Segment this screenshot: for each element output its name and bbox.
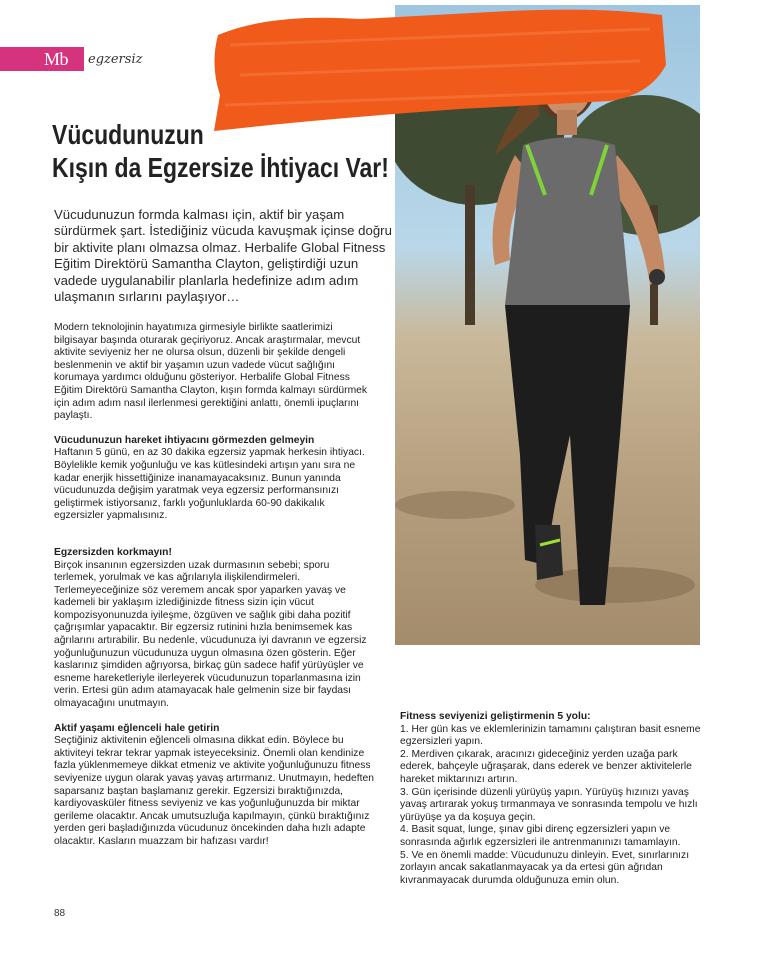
tip-item-4: 4. Basit squat, lunge, şınav gibi direnç egzersizleri yapın ve sonrasında ağırlık egzersizleri ile antrenmanınızı tamamlayın.	[400, 824, 681, 848]
tip-item-3: 3. Gün içerisinde düzenli yürüyüş yapın. Yürüyüş hızınızı yavaş yavaş artırarak yokuş tırmanmaya ve sonrasında tempolu ve hızlı yürüyüşe ya da koşuya geçin.	[400, 786, 698, 823]
section-2-body: Birçok insanının egzersizden uzak durmasının sebebi; sporu terlemek, yorulmak ve kas ağrılarıyla ilişkilendirmeleri. Terlemeyeceğinize söz veremem ancak spor yaparken yavaş ve kademeli bir yaklaşım izlediğinizde fitness sizin için vücut kompozisyonunuzda iyileşme, özgüven ve sağlık gibi daha pozitif çağrışımlar yapacaktır. Bir egzersiz rutinini hızla benimsemek kas ağrılarını artırabilir. Bu nedenle, vücudunuza iyi davranın ve egzersiz yoğunluğunuzun vücudunuza uygun olmasına özen gösterin. Eğer kaslarınız şimdiden ağrıyorsa, birkaç gün sadece hafif yürüyüşler ve esneme hareketleriyle ilerleyerek vücudunuzun toparlanmasına izin verin. Ertesi gün adım atamayacak hale gelmenin size bir faydası olmayacağını unutmayın.	[54, 559, 367, 710]
section-3-heading: Aktif yaşamı eğlenceli hale getirin	[54, 722, 220, 734]
tip-item-1: 1. Her gün kas ve eklemlerinizin tamamını çalıştıran basit esneme egzersizleri yapın.	[400, 723, 701, 748]
left-column	[54, 322, 374, 861]
title-line-1: Vücudunuzun	[52, 119, 204, 150]
section-2-heading: Egzersizden korkmayın!	[54, 546, 172, 558]
title-line-2: Kışın da Egzersize İhtiyacı Var!	[52, 152, 389, 183]
intro-paragraph: Modern teknolojinin hayatımıza girmesiyle birlikte saatlerimizi bilgisayar başında oturarak geçiriyoruz. Ancak araştırmalar, mevcut aktivite seviyeniz her ne olursa olsun, düzenli bir şekilde dengeli beslenmenin ve aktif bir yaşamın uzun vadede vücut sağlığını korumaya yardımcı olduğunu gösteriyor. Herbalife Global Fitness Eğitim Direktörü Samantha Clayton, kışın formda kalmayı sürdürmek için adım adım nasıl ilerlenmesi gerektiğini anlattı, önemli ipuçlarını paylaştı.	[54, 322, 368, 422]
orange-brush-stroke	[210, 5, 668, 133]
tip-item-2: 2. Merdiven çıkarak, aracınızı gideceğiniz yerden uzağa park ederek, bahçeyle uğraşarak, dans ederek ve benzer aktivitelerle hareket miktarınızı artırın.	[400, 748, 692, 785]
section-1	[54, 435, 374, 523]
section-4-heading: Fitness seviyenizi geliştirmenin 5 yolu:	[400, 711, 591, 722]
section-label: egzersiz	[88, 52, 143, 67]
magazine-logo: Mb	[44, 49, 69, 69]
right-column	[400, 711, 710, 887]
lead-paragraph: Vücudunuzun formda kalması için, aktif bir yaşam sürdürmek şart. İstediğiniz vücuda kavuşmak içinse doğru bir aktivite planı olmazsa olmaz. Herbalife Global Fitness Eğitim Direktörü Samantha Clayton, geliştirdiği uzun vadede uygulanabilir planlarla hedefinize adım adım ulaşmanın sırlarını paylaşıyor…	[54, 207, 392, 305]
section-3	[54, 723, 374, 849]
section-3-body: Seçtiğiniz aktivitenin eğlenceli olmasına dikkat edin. Böylece bu aktiviteyi tekrar tekrar yapmak isteyeceksiniz. Önemli olan kendinize fazla yüklenmemeye dikkat etmeniz ve aktivite yoğunluğunuzu fitness seviyenize uygun olarak yavaş yavaş artırmanız. Unutmayın, hedeften saparsanız baştan başlamanız gerekir. Egzersizi bıraktığınızda, kardiyovasküler fitness seviyeniz ve kas yoğunluğunuzda bir miktar gerileme olacaktır. Ancak umutsuzluğa kapılmayın, çünkü bıraktığınız yerden geri başladığınızda vücudunuz öncekinden daha hızlı adapte olacaktır. Kasların muazzam bir hafızası vardır!	[54, 735, 374, 847]
tip-item-5: 5. Ve en önemli madde: Vücudunuzu dinleyin. Evet, sınırlarınızı zorlayın ancak sakatlanmayacak ya da ertesi gün ağrıdan kıvranmayacak durumda olduğunuza emin olun.	[400, 849, 690, 886]
section-1-heading: Vücudunuzun hareket ihtiyacını görmezden gelmeyin	[54, 434, 315, 446]
brand-badge	[0, 47, 84, 71]
page-number: 88	[54, 908, 66, 919]
article-title	[52, 118, 389, 184]
section-1-body: Haftanın 5 günü, en az 30 dakika egzersiz yapmak herkesin ihtiyacı. Böylelikle kemik yoğunluğu ve kas kütlesindeki artışın yanı sıra ne kadar enerjik hissettiğinize inanamayacaksınız. Bunun yanında vücudunuzda değişim yaratmak veya egzersiz performansınızı geliştirmek istiyorsanız, farklı yoğunluklarda 60-90 dakikalık egzersizler yapmalısınız.	[54, 447, 365, 522]
section-2	[54, 547, 374, 711]
